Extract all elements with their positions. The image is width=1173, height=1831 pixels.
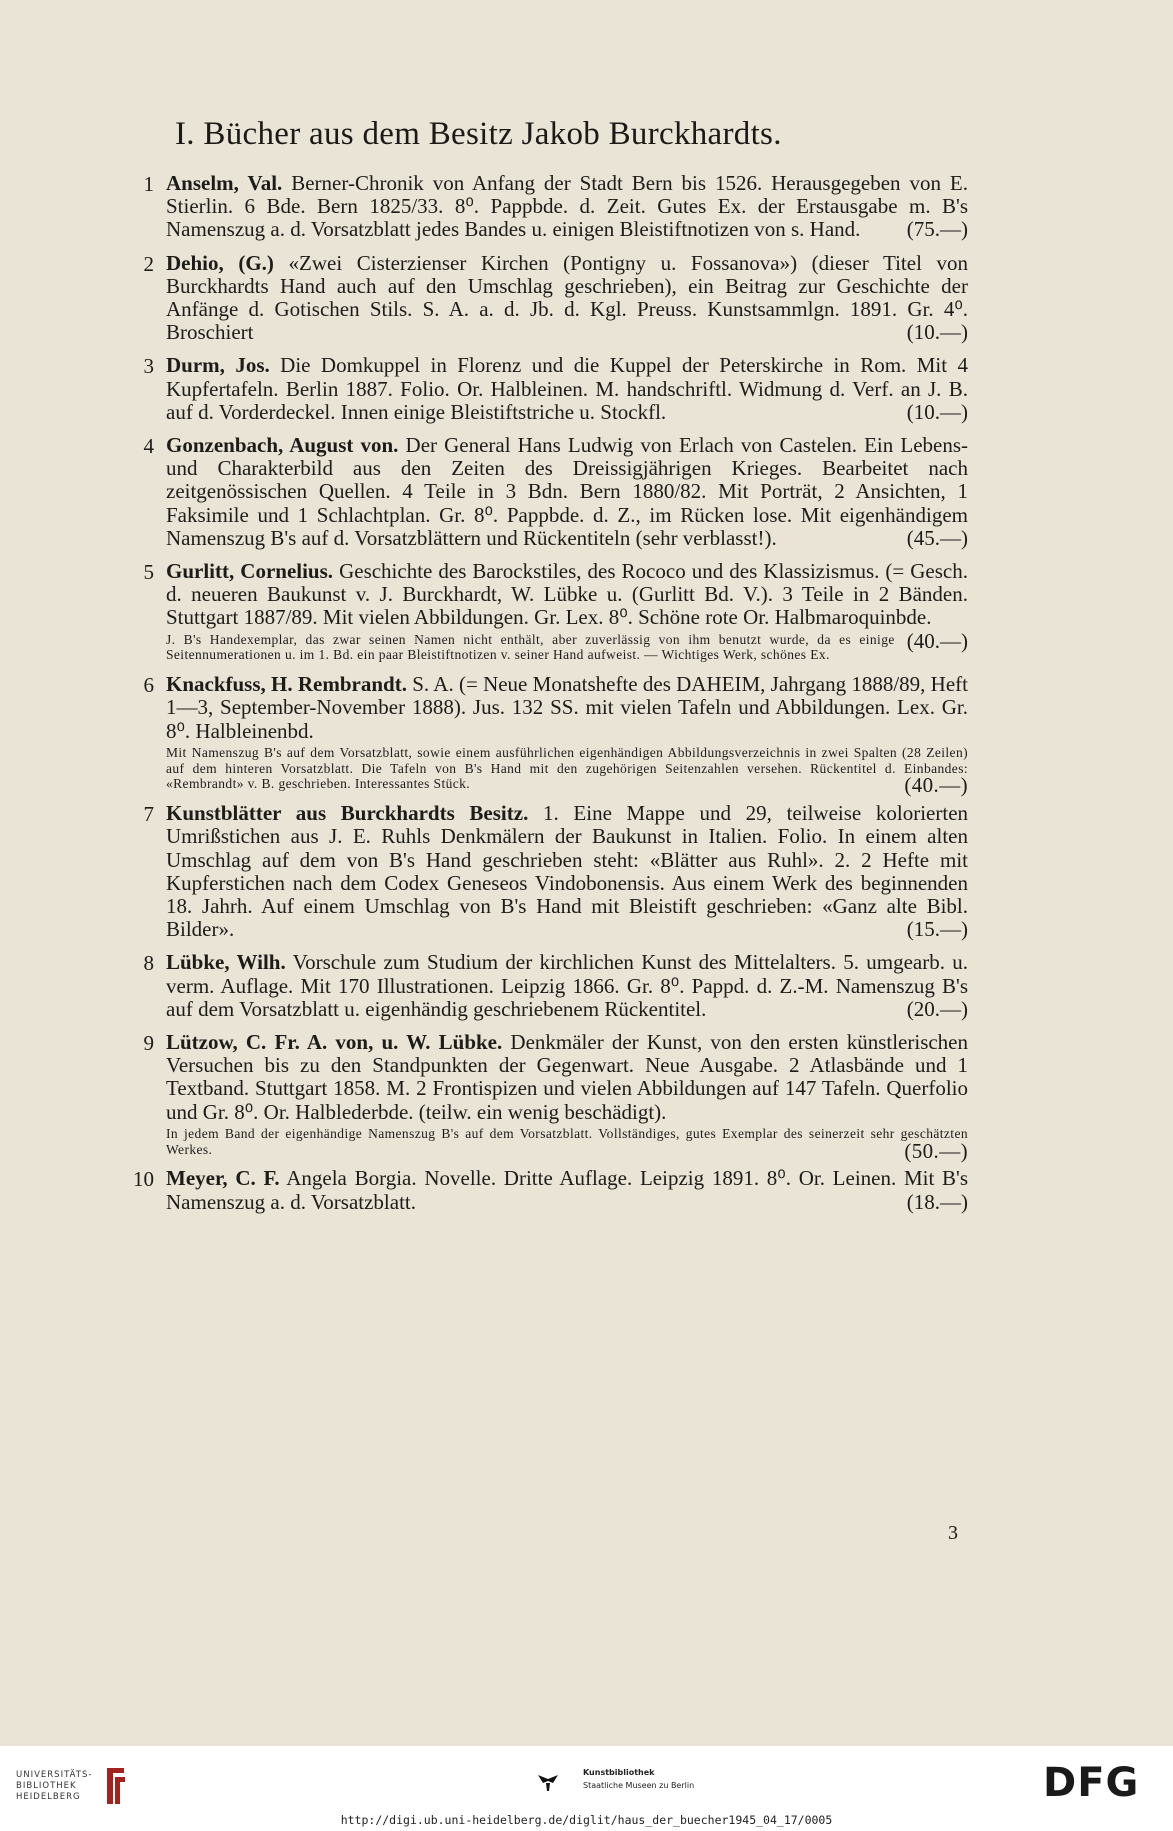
entry-author: Gurlitt, Cornelius. xyxy=(166,559,334,584)
entry-number: 6 xyxy=(143,673,154,698)
entry-note-text: J. B's Handexemplar, das zwar seinen Namen nicht enthält, aber zuverlässig von ihm benutzt wurde, da es einige Seitennumerationen u. im 1. Bd. ein paar Bleistiftnotizen v. seiner Hand aufweist. — Wichtiges Werk, schönes Ex. xyxy=(166,631,895,663)
catalog-entry xyxy=(132,1030,969,1163)
entry-author: Gonzenbach, August von. xyxy=(166,433,399,458)
entry-note-text: In jedem Band der eigenhändige Namenszug B's auf dem Vorsatzblatt. Vollständiges, gutes Exemplar des seinerzeit sehr geschätzten Werkes. xyxy=(166,1125,968,1157)
entry-price: (10.—) xyxy=(906,320,968,345)
entry-number: 8 xyxy=(143,951,154,976)
entry-price: (15.—) xyxy=(906,917,968,942)
entry-number: 9 xyxy=(143,1031,154,1056)
kb-name: Kunstbibliothek xyxy=(583,1768,655,1777)
entry-author: Kunstblätter aus Burckhardts Besitz. xyxy=(166,801,529,826)
entry-number: 2 xyxy=(143,251,154,276)
university-logo-icon xyxy=(104,1764,128,1808)
entry-price: (45.—) xyxy=(906,525,968,550)
catalog-entry xyxy=(132,802,968,941)
entry-author: Anselm, Val. xyxy=(166,171,283,195)
entry-body xyxy=(166,434,968,550)
entry-text: Vorschule zum Studium der kirchlichen Kunst des Mittelalters. 5. umgearb. u. verm. Auflage. Mit 170 Illustrationen. Leipzig 1866. Gr. 8⁰. Pappd. d. Z.-M. Namenszug B's auf dem Vorsatzblatt u. eigenhändig geschriebenem Rückentitel. xyxy=(166,950,969,1021)
entry-body xyxy=(166,252,968,345)
kunstbibliothek-label xyxy=(583,1766,694,1792)
catalog-entry xyxy=(132,1167,968,1213)
entry-price: (40.—) xyxy=(904,773,968,798)
kb-subtitle: Staatliche Museen zu Berlin xyxy=(583,1781,695,1790)
catalog-entry xyxy=(132,172,968,242)
dfg-logo: DFG xyxy=(1043,1760,1140,1806)
entry-note xyxy=(166,1125,968,1163)
entry-body xyxy=(166,802,968,941)
entry-price: (50.—) xyxy=(904,1138,968,1163)
catalog-entry xyxy=(132,951,968,1021)
entry-text: 1. Eine Mappe und 29, teilweise kolorierten Umrißstichen aus J. E. Ruhls Denkmälern der Baukunst in Italien. Folio. In einem alten Umschlag auf dem von B's Hand geschrieben steht: «Blätter aus Ruhl». 2. 2 Hefte mit Kupferstichen nach dem Codex Geneseos Vindobonensis. Aus einem Werk des beginnenden 18. Jahrh. Auf einem Umschlag von B's Hand mit Bleistift geschrieben: «Ganz alte Bibl. Bilder». xyxy=(166,801,969,942)
entry-text: Denkmäler der Kunst, von den ersten künstlerischen Versuchen bis zu den Standpunkten der Gegenwart. Neue Ausgabe. 2 Atlasbände und 1 Textband. Stuttgart 1858. M. 2 Frontispizen und vielen Abbildungen auf 147 Tafeln. Querfolio und Gr. 8⁰. Or. Halblederbde. (teilw. ein wenig beschädigt). xyxy=(166,1030,969,1124)
entry-number: 7 xyxy=(143,802,154,827)
entry-number: 4 xyxy=(143,434,154,459)
page-title: I. Bücher aus dem Besitz Jakob Burckhardts. xyxy=(175,116,782,152)
catalog-entry xyxy=(132,434,968,550)
catalog-entry xyxy=(132,672,968,798)
university-library-label xyxy=(16,1770,92,1803)
entry-text: «Zwei Cisterzienser Kirchen (Pontigny u. Fossanova») (dieser Titel von Burckhardts Hand auch auf den Umschlag geschrieben), ein Beitrag zur Geschichte der Anfänge d. Gotischen Stils. S. A. a. d. Jb. d. Kgl. Preuss. Kunstsammlgn. 1891. Gr. 4⁰. Broschiert xyxy=(166,250,969,345)
entry-note xyxy=(166,744,968,798)
entry-note-text: Mit Namenszug B's auf dem Vorsatzblatt, sowie einem ausführlichen eigenhändigen Abbildungsverzeichnis in zwei Spalten (28 Zeilen) auf dem hinteren Vorsatzblatt. Die Tafeln von B's Hand mit den zugehörigen Seitenzahlen versehen. Rückentitel d. Einbandes: «Rembrandt» v. B. geschrieben. Interessantes Stück. xyxy=(166,744,968,792)
entry-price: (75.—) xyxy=(906,217,968,242)
entry-body xyxy=(166,1031,968,1124)
entry-author: Lübke, Wilh. xyxy=(166,950,286,975)
entry-price: (18.—) xyxy=(906,1189,968,1214)
catalog-entry xyxy=(132,252,968,345)
university-line-1: UNIVERSITÄTS- xyxy=(16,1770,93,1780)
catalog-entry xyxy=(132,354,968,424)
source-url[interactable]: http://digi.ub.uni-heidelberg.de/diglit/haus_der_buecher1945_04_17/0005 xyxy=(340,1813,833,1827)
entry-number: 10 xyxy=(133,1167,154,1192)
entry-number: 1 xyxy=(143,172,154,196)
catalog-entry xyxy=(132,560,968,663)
entry-note xyxy=(166,628,968,664)
catalog-entries xyxy=(132,172,968,1224)
entry-author: Dehio, (G.) xyxy=(166,250,274,275)
entry-body xyxy=(166,1167,968,1213)
entry-body xyxy=(166,951,968,1021)
entry-author: Knackfuss, H. Rembrandt. xyxy=(166,672,407,697)
entry-body xyxy=(166,354,968,424)
entry-body xyxy=(166,673,968,743)
entry-text: Geschichte des Barockstiles, des Rococo und des Klassizismus. (= Gesch. d. neueren Baukunst v. J. Burckhardt, W. Lübke u. (Gurlitt Bd. V.). 3 Teile in 2 Bänden. Stuttgart 1887/89. Mit vielen Abbildungen. Gr. Lex. 8⁰. Schöne rote Or. Halbmaroquinbde. xyxy=(166,559,969,630)
entry-text: Angela Borgia. Novelle. Dritte Auflage. Leipzig 1891. 8⁰. Or. Leinen. Mit B's Namenszug a. d. Vorsatzblatt. xyxy=(166,1166,969,1214)
page-number: 3 xyxy=(948,1522,958,1544)
entry-author: Durm, Jos. xyxy=(166,353,270,378)
entry-author: Lützow, C. Fr. A. von, u. W. Lübke. xyxy=(166,1030,503,1055)
entry-number: 3 xyxy=(143,354,154,379)
entry-text: Die Domkuppel in Florenz und die Kuppel der Peterskirche in Rom. Mit 4 Kupfertafeln. Berlin 1887. Folio. Or. Halbleinen. M. handschriftl. Widmung d. Verf. an J. B. auf d. Vorderdeckel. Innen einige Bleistiftstriche u. Stockfl. xyxy=(166,353,968,424)
entry-price: (40.—) xyxy=(906,628,968,653)
entry-text: Der General Hans Ludwig von Erlach von Castelen. Ein Lebens- und Charakterbild aus den Zeiten des Dreissigjährigen Krieges. Bearbeitet nach zeitgenössischen Quellen. 4 Teile in 3 Bdn. Bern 1880/82. Mit Porträt, 2 Ansichten, 1 Faksimile und 1 Schlachtplan. Gr. 8⁰. Pappbde. d. Z., im Rücken lose. Mit eigenhändigem Namenszug B's auf d. Vorsatzblättern und Rückentiteln (sehr verblasst!). xyxy=(166,433,968,550)
entry-number: 5 xyxy=(143,560,154,585)
university-line-2: BIBLIOTHEK xyxy=(16,1781,77,1791)
entry-price: (10.—) xyxy=(906,399,968,424)
kunstbibliothek-eagle-icon xyxy=(534,1767,562,1795)
entry-text: S. A. (= Neue Monatshefte des DAHEIM, Jahrgang 1888/89, Heft 1—3, September-November 1888). Jus. 132 SS. mit vielen Tafeln und Abbildungen. Lex. Gr. 8⁰. Halbleinenbd. xyxy=(166,672,968,743)
university-line-3: HEIDELBERG xyxy=(16,1792,81,1802)
entry-text: Berner-Chronik von Anfang der Stadt Bern bis 1526. Herausgegeben von E. Stierlin. 6 Bde. Bern 1825/33. 8⁰. Pappbde. d. Zeit. Gutes Ex. der Erstausgabe m. B's Namenszug a. d. Vorsatzblatt jedes Bandes u. einigen Bleistiftnotizen von s. Hand. xyxy=(166,171,969,242)
entry-author: Meyer, C. F. xyxy=(166,1166,280,1191)
entry-price: (20.—) xyxy=(906,996,968,1021)
entry-body xyxy=(166,172,968,242)
